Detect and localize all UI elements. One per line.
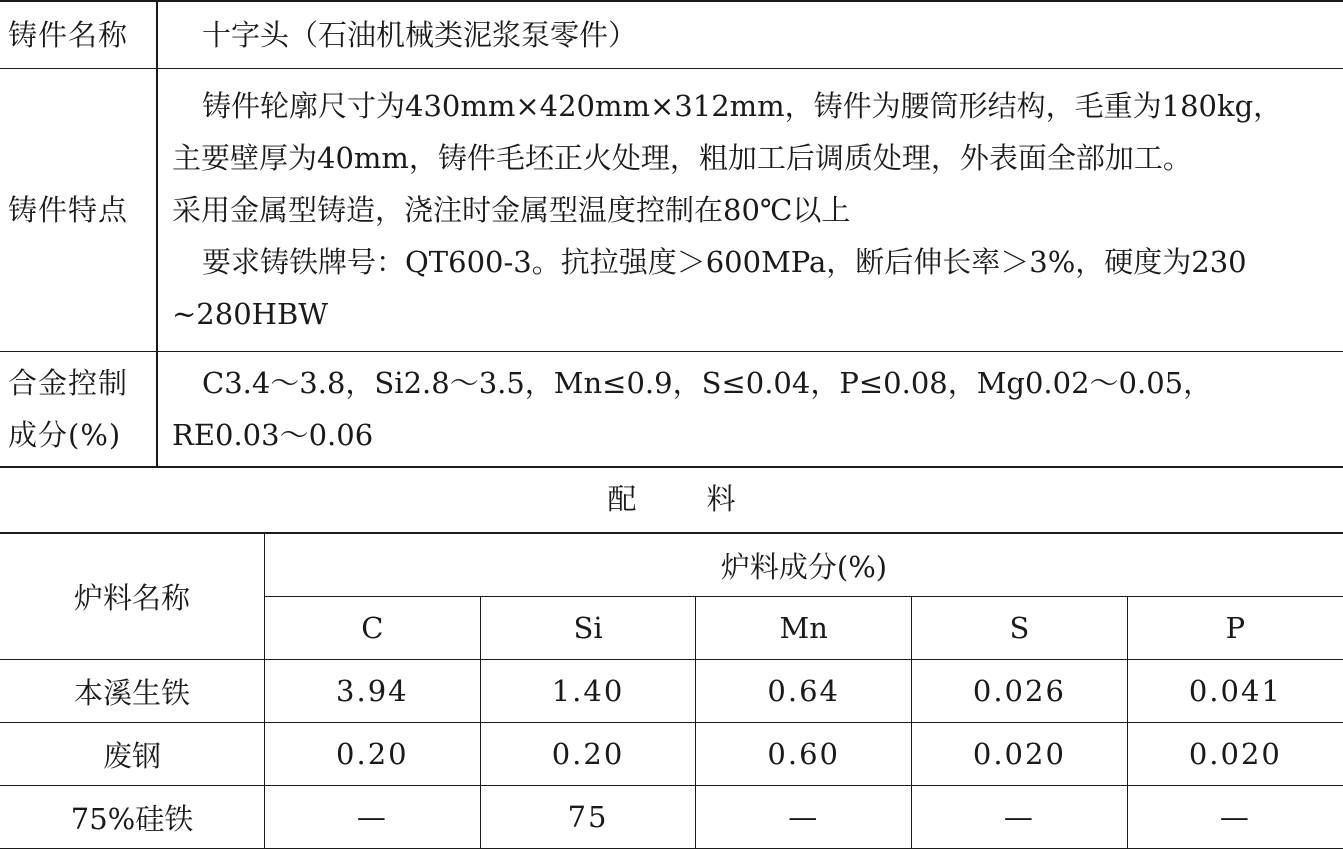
value-cell-s: 0.026 <box>912 660 1128 723</box>
section-title-batching: 配料 <box>0 466 1343 530</box>
alloy-composition-row <box>0 352 1343 468</box>
charge-composition-table <box>0 532 1343 849</box>
charge-name-cell: 本溪生铁 <box>0 660 265 723</box>
element-header-c: C <box>265 597 481 660</box>
table-row <box>0 786 1343 849</box>
charge-header-row <box>0 533 1343 597</box>
alloy-composition-label <box>0 352 157 468</box>
table-row <box>0 723 1343 786</box>
element-header-mn: Mn <box>696 597 912 660</box>
value-cell-si: 75 <box>480 786 696 849</box>
value-cell-c: — <box>265 786 481 849</box>
alloy-label-line-1: 合金控制 <box>8 357 156 409</box>
element-header-s: S <box>912 597 1128 660</box>
casting-features-value <box>157 69 1343 352</box>
charge-name-header: 炉料名称 <box>0 533 265 660</box>
value-cell-p: 0.020 <box>1127 723 1343 786</box>
value-cell-si: 0.20 <box>480 723 696 786</box>
casting-name-text: 十字头（石油机械类泥浆泵零件） <box>172 9 1337 61</box>
features-line-1: 铸件轮廓尺寸为430mm×420mm×312mm，铸件为腰筒形结构，毛重为180kg， <box>172 80 1337 132</box>
value-cell-c: 0.20 <box>265 723 481 786</box>
alloy-label-line-2: 成分(%) <box>8 409 156 461</box>
alloy-composition-value <box>157 352 1343 468</box>
element-header-si: Si <box>480 597 696 660</box>
features-line-5: ~280HBW <box>172 288 1337 340</box>
charge-name-cell: 废钢 <box>0 723 265 786</box>
value-cell-s: — <box>912 786 1128 849</box>
value-cell-p: 0.041 <box>1127 660 1343 723</box>
value-cell-mn: 0.64 <box>696 660 912 723</box>
casting-name-row <box>0 1 1343 69</box>
charge-name-cell: 75%硅铁 <box>0 786 265 849</box>
value-cell-si: 1.40 <box>480 660 696 723</box>
value-cell-mn: 0.60 <box>696 723 912 786</box>
casting-features-row <box>0 69 1343 352</box>
features-line-4: 要求铸铁牌号：QT600-3。抗拉强度＞600MPa，断后伸长率＞3%，硬度为230 <box>172 236 1337 288</box>
alloy-line-2: RE0.03～0.06 <box>172 409 1337 461</box>
casting-features-label: 铸件特点 <box>0 69 157 352</box>
alloy-line-1: C3.4～3.8，Si2.8～3.5，Mn≤0.9，S≤0.04，P≤0.08，Mg0.02～0.05， <box>172 357 1337 409</box>
element-header-p: P <box>1127 597 1343 660</box>
table-row <box>0 660 1343 723</box>
value-cell-p: — <box>1127 786 1343 849</box>
features-line-2: 主要壁厚为40mm，铸件毛坯正火处理，粗加工后调质处理，外表面全部加工。 <box>172 132 1337 184</box>
casting-name-label: 铸件名称 <box>0 1 157 69</box>
casting-name-value <box>157 1 1343 69</box>
value-cell-c: 3.94 <box>265 660 481 723</box>
features-line-3: 采用金属型铸造，浇注时金属型温度控制在80℃以上 <box>172 184 1337 236</box>
charge-composition-header: 炉料成分(%) <box>265 533 1343 597</box>
value-cell-s: 0.020 <box>912 723 1128 786</box>
value-cell-mn: — <box>696 786 912 849</box>
